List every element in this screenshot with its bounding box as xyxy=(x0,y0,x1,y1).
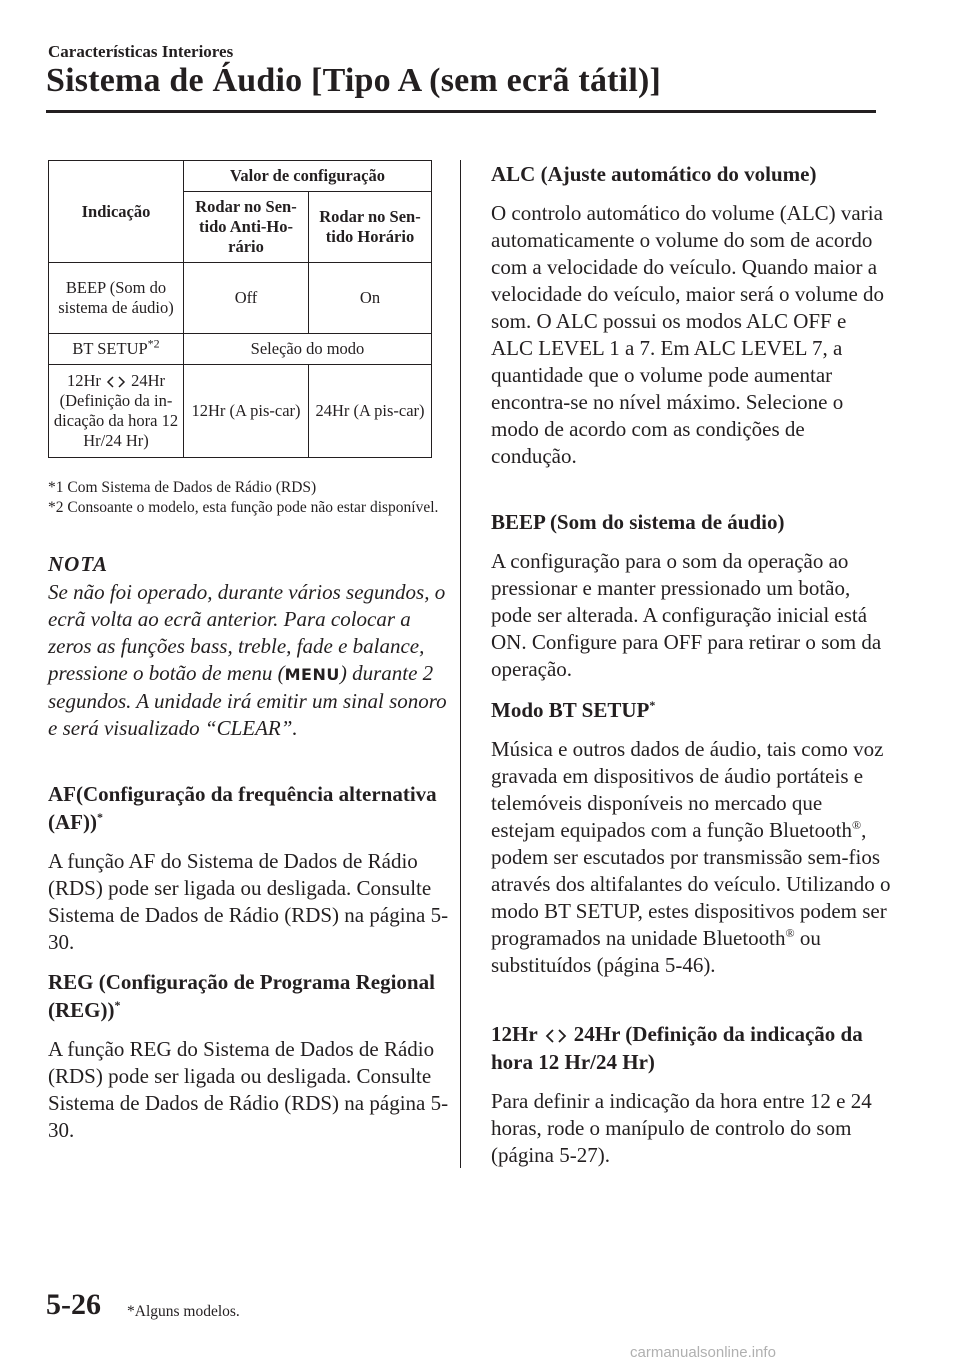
note-label: NOTA xyxy=(48,552,109,576)
label-12hr: 12Hr xyxy=(66,371,101,390)
bt-text: Música e outros dados de áudio, tais como voz gravada em dispositivos de áudio portáteis e telemóveis disponíveis no mercado que estejam equipados com a função Bluetooth®, podem ser escutados por transmissão sem-fios através dos altifalantes do veículo. Utilizando o modo BT SETUP, estes dispositivos podem ser programados na unidade Bluetooth® ou substituídos (página 5-46). xyxy=(491,737,891,977)
footnote: *2 Consoante o modelo, esta função pode não estar disponível. xyxy=(48,499,439,516)
bt-section xyxy=(491,696,891,979)
hr-text: Para definir a indicação da hora entre 12 e 24 horas, rode o manípulo de controlo do som (página 5-27). xyxy=(491,1089,872,1167)
footnote-mark: *2 xyxy=(147,336,160,351)
row-label xyxy=(49,365,184,458)
row-anti-value: 12Hr (A pis-car) xyxy=(184,365,309,458)
note-text: Se não foi operado, durante vários segundos, o ecrã volta ao ecrã anterior. Para colocar a zeros as funções bass, treble, fade e balance, pressione o botão de menu (MENU) durante 2 segundos. A unidade irá emitir um sinal sonoro e será visualizado “CLEAR”. xyxy=(48,580,447,740)
row-anti-value: Off xyxy=(184,263,309,334)
table-row xyxy=(49,263,432,334)
alc-text: O controlo automático do volume (ALC) varia automaticamente o volume do som de acordo com a velocidade do veículo. Quando maior a velocidade do veículo, maior será o volume do som. O ALC possui os modos ALC OFF e ALC LEVEL 1 a 7. Em ALC LEVEL 7, a quantidade que o volume pode aumentar encontra-se no nível máximo. Selecione o modo de acordo com as condições de condução. xyxy=(491,201,885,468)
row-horario-value: 24Hr (A pis-car) xyxy=(309,365,432,458)
header-horario: Rodar no Sen-tido Horário xyxy=(309,192,432,263)
beep-section xyxy=(491,508,891,683)
footnote: *1 Com Sistema de Dados de Rádio (RDS) xyxy=(48,479,317,496)
alc-section xyxy=(491,160,891,470)
header-anti-horario: Rodar no Sen-tido Anti-Ho-rário xyxy=(184,192,309,263)
beep-text: A configuração para o som da operação ao pressionar e manter pressionado um botão, pode ser alterada. A configuração inicial está ON. Configure para OFF para retirar o som da operação. xyxy=(491,549,882,681)
chevron-left-right-icon xyxy=(543,1027,569,1045)
af-section xyxy=(48,780,450,956)
af-heading: AF(Configuração da frequência alternativa (AF))* xyxy=(48,782,437,834)
column-divider xyxy=(460,160,461,1168)
row-merged-value: Seleção do modo xyxy=(184,334,432,365)
header-indicacao: Indicação xyxy=(49,161,184,263)
hr-heading: 12Hr 24Hr (Definição da indicação da hora 12 Hr/24 Hr) xyxy=(491,1022,863,1074)
reg-section xyxy=(48,968,450,1144)
beep-heading: BEEP (Som do sistema de áudio) xyxy=(491,510,785,534)
table-row xyxy=(49,334,432,365)
page-title: Sistema de Áudio [Tipo A (sem ecrã tátil)] xyxy=(46,62,662,99)
note-block xyxy=(48,552,450,742)
reg-text: A função REG do Sistema de Dados de Rádio (RDS) pode ser ligada ou desligada. Consulte Sistema de Dados de Rádio (RDS) na página 5-30. xyxy=(48,1037,449,1142)
footnotes xyxy=(48,478,443,518)
row-horario-value: On xyxy=(309,263,432,334)
af-text: A função AF do Sistema de Dados de Rádio (RDS) pode ser ligada ou desligada. Consulte Sistema de Dados de Rádio (RDS) na página 5-30. xyxy=(48,849,449,954)
menu-button-icon: MENU xyxy=(284,665,340,684)
section-label: Características Interiores xyxy=(48,42,234,61)
row-label: BEEP (Som do sistema de áudio) xyxy=(49,263,184,334)
row-label-text: BT SETUP xyxy=(72,339,148,358)
footer-note: *Alguns modelos. xyxy=(127,1303,240,1320)
bt-heading: Modo BT SETUP* xyxy=(491,698,656,722)
header-valor: Valor de configuração xyxy=(184,161,432,192)
watermark: carmanualsonline.info xyxy=(630,1344,776,1361)
chevron-left-right-icon xyxy=(105,375,127,389)
alc-heading: ALC (Ajuste automático do volume) xyxy=(491,162,817,186)
hr-section xyxy=(491,1020,891,1169)
reg-heading: REG (Configuração de Programa Regional (REG))* xyxy=(48,970,435,1022)
row-label xyxy=(49,334,184,365)
row-label-rest: (Definição da in-dicação da hora 12 Hr/24 Hr) xyxy=(53,391,179,450)
page-number: 5-26 xyxy=(46,1288,101,1321)
title-rule xyxy=(46,110,876,113)
label-24hr: 24Hr xyxy=(131,371,166,390)
table-row xyxy=(49,365,432,458)
settings-table xyxy=(48,160,432,458)
